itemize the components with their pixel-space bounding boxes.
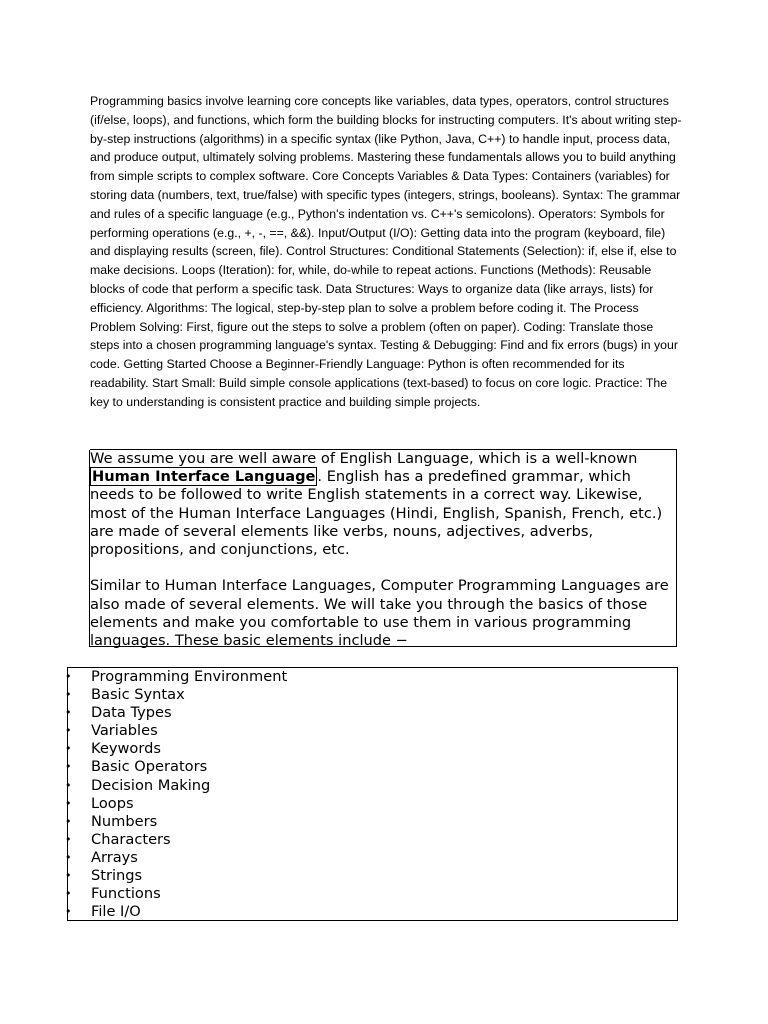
list-item: • File I/O [65, 903, 141, 921]
intro-paragraph: Programming basics involve learning core concepts like variables, data types, operators, control structures (if/else, loops), and functions, which form the building blocks for instructing computers. It's about writing step-by-step instructions (algorithms) in a specific syntax (like Python, Java, C++) to handle input, process data, and produce output, ultimately solving problems. Mastering these fundamentals allows you to build anything from simple scripts to complex software. Core Concepts Variables & Data Types: Containers (variables) for storing data (numbers, text, true/false) with specific types (integers, strings, booleans). Syntax: The grammar and rules of a specific language (e.g., Python's indentation vs. C++'s semicolons). Operators: Symbols for performing operations (e.g., +, -, ==, &&). Input/Output (I/O): Getting data into the program (keyboard, file) and displaying results (screen, file). Control Structures: Conditional Statements (Selection): if, else if, else to make decisions. Loops (Iteration): for, while, do-while to repeat actions. Functions (Methods): Reusable blocks of code that perform a specific task. Data Structures: Ways to organize data (like arrays, lists) for efficiency. Algorithms: The logical, step-by-step plan to solve a problem before coding it. The Process Problem Solving: First, figure out the steps to solve a problem (often on paper). Coding: Translate those steps into a chosen programming language's syntax. Testing & Debugging: Find and fix errors (bugs) in your code. Getting Started Choose a Beginner-Friendly Language: Python is often recommended for its readability. Start Small: Build simple console applications (text-based) to focus on core logic. Practice: The key to understanding is consistent practice and building simple projects. [90, 94, 682, 409]
bullet-icon: • [65, 869, 72, 883]
bullet-icon: • [65, 706, 72, 720]
basic-elements-list [65, 668, 288, 921]
bullet-icon: • [65, 796, 72, 810]
box1-paragraph-2: Similar to Human Interface Languages, Computer Programming Languages are also made of several elements. We will take you through the basics of those elements and make you comfortable to use them in various programming languages. These basic elements include − [90, 577, 669, 650]
human-interface-language-box [90, 449, 677, 650]
box1-paragraph-1 [90, 450, 676, 559]
bullet-icon: • [65, 887, 72, 901]
bullet-icon: • [65, 850, 72, 864]
list-item: • Loops [65, 794, 134, 812]
box1-text-before: We assume you are well aware of English Language, which is a well-known [90, 450, 638, 467]
list-item: • Strings [65, 867, 143, 885]
list-item: • Numbers [65, 812, 158, 830]
bullet-icon: • [65, 760, 72, 774]
list-item: • Functions [65, 885, 161, 903]
list-item: • Keywords [65, 740, 161, 758]
list-item: • Variables [65, 722, 158, 740]
list-item: • Arrays [65, 848, 138, 866]
bullet-icon: • [65, 778, 72, 792]
list-item: • Characters [65, 830, 171, 848]
bullet-icon: • [65, 670, 72, 683]
list-item: • Decision Making [65, 776, 211, 794]
human-interface-language-link[interactable]: Human Interface Language [92, 468, 316, 486]
bullet-icon: • [65, 724, 72, 738]
bullet-icon: • [65, 832, 72, 846]
list-item: • Programming Environment [65, 668, 288, 685]
bullet-icon: • [65, 814, 72, 828]
box1-text-after: . English has a predefined grammar, which needs to be followed to write English statements in a correct way. Likewise, most of the Human Interface Languages (Hindi, English, Spanish, French, etc.) are made of several elements like verbs, nouns, adjectives, adverbs, propositions, and conjunctions, etc. [90, 468, 663, 559]
basic-elements-list-box [67, 667, 678, 921]
list-item: • Basic Syntax [65, 686, 185, 704]
list-item: • Data Types [65, 704, 172, 722]
bullet-icon: • [65, 742, 72, 756]
bullet-icon: • [65, 688, 72, 702]
list-item: • Basic Operators [65, 758, 208, 776]
bullet-icon: • [65, 905, 72, 919]
